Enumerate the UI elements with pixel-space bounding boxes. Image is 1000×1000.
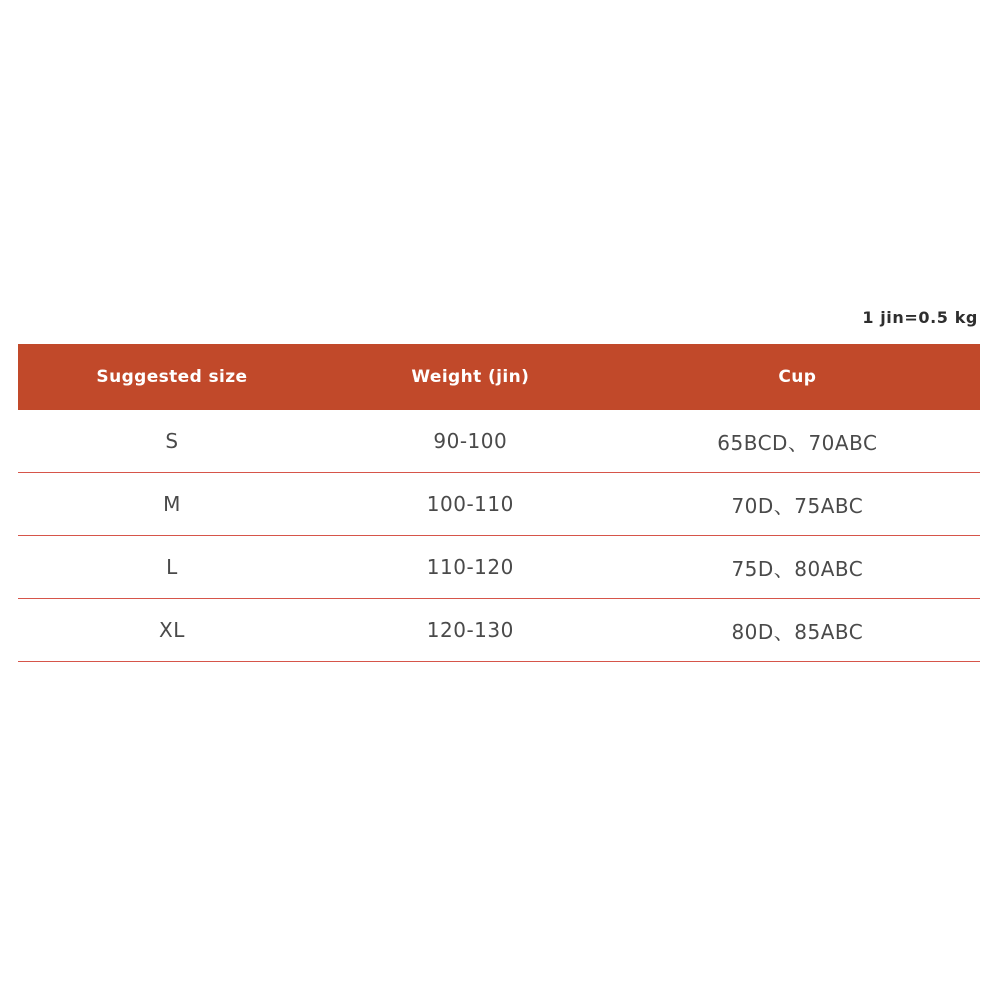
- cell-cup: 80D、85ABC: [615, 599, 980, 662]
- cell-cup: 65BCD、70ABC: [615, 410, 980, 473]
- table-row: [18, 473, 980, 536]
- column-header-weight: Weight (jin): [411, 367, 530, 387]
- cell-size: XL: [18, 599, 326, 662]
- cell-size: M: [18, 473, 326, 536]
- column-header-cup: Cup: [778, 367, 817, 387]
- table-row: [18, 536, 980, 599]
- table-row: [18, 410, 980, 473]
- cell-weight: 120-130: [326, 599, 615, 662]
- cell-weight: 100-110: [326, 473, 615, 536]
- cell-cup: 75D、80ABC: [615, 536, 980, 599]
- table-header: [18, 344, 980, 410]
- table-row: [18, 599, 980, 662]
- cell-size: S: [18, 410, 326, 473]
- unit-note: 1 jin=0.5 kg: [862, 308, 978, 327]
- cell-weight: 90-100: [326, 410, 615, 473]
- size-chart-table: [18, 344, 980, 662]
- table-body: [18, 410, 980, 662]
- table-header-row: [18, 344, 980, 410]
- cell-size: L: [18, 536, 326, 599]
- column-header-suggested-size: Suggested size: [96, 367, 248, 387]
- cell-weight: 110-120: [326, 536, 615, 599]
- cell-cup: 70D、75ABC: [615, 473, 980, 536]
